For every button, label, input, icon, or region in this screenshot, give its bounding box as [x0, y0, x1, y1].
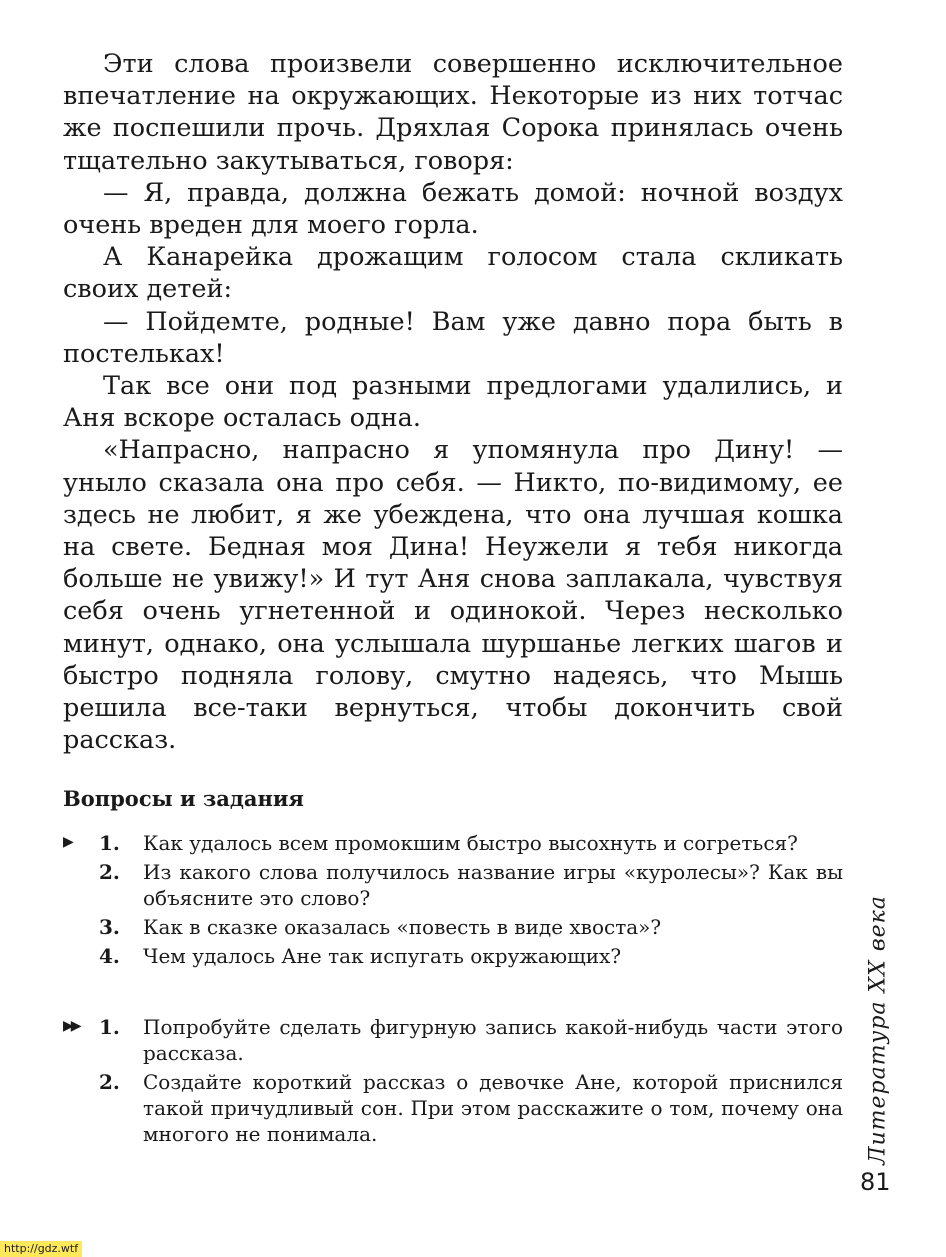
page-number: 81	[860, 1168, 891, 1196]
questions-list-advanced	[63, 1014, 843, 1150]
paragraph: А Канарейка дрожащим голосом стала скликать своих детей:	[63, 242, 843, 305]
question-number: 2.	[99, 860, 120, 884]
task-item	[63, 1069, 843, 1147]
question-text: Как в сказке оказалась «повесть в виде хвоста»?	[143, 915, 662, 939]
section-sidebar	[858, 895, 898, 1165]
task-text: Создайте короткий рассказ о девочке Ане, которой приснился такой причудливый сон. При этом расскажите о том, почему она многого не понимала.	[143, 1070, 843, 1146]
question-number: 1.	[99, 831, 120, 855]
watermark-link[interactable]: http://gdz.wtf	[0, 1241, 82, 1257]
main-text	[63, 48, 843, 756]
question-number: 3.	[99, 915, 120, 939]
question-text: Чем удалось Ане так испугать окружающих?	[143, 944, 622, 968]
sidebar-label: Литература XX века	[865, 895, 891, 1165]
single-arrow-icon: ▶	[63, 834, 71, 850]
question-item	[63, 914, 843, 940]
question-item	[63, 943, 843, 969]
section-heading: Вопросы и задания	[63, 786, 304, 811]
task-number: 2.	[99, 1070, 120, 1094]
task-number: 1.	[99, 1015, 120, 1039]
question-text: Как удалось всем промокшим быстро высохнуть и согреться?	[143, 831, 798, 855]
question-number: 4.	[99, 944, 120, 968]
task-item	[63, 1014, 843, 1066]
question-item	[63, 859, 843, 911]
paragraph: — Пойдемте, родные! Вам уже давно пора быть в постельках!	[63, 306, 843, 369]
question-item	[63, 830, 843, 856]
paragraph: «Напрасно, напрасно я упомянула про Дину! — уныло сказала она про себя. — Никто, по-видимому, ее здесь не любит, я же убеждена, что она лучшая кошка на свете. Бедная моя Дина! Неужели я тебя никогда больше не увижу!» И тут Аня снова заплакала, чувствуя себя очень угнетенной и одинокой. Через несколько минут, однако, она услышала шуршанье легких шагов и быстро подняла голову, смутно надеясь, что Мышь решила все-таки вернуться, чтобы докончить свой рассказ.	[63, 435, 843, 756]
double-arrow-icon: ▶▶	[63, 1018, 79, 1034]
question-text: Из какого слова получилось название игры «куролесы»? Как вы объясните это слово?	[143, 860, 843, 910]
questions-list-basic	[63, 830, 843, 972]
paragraph: — Я, правда, должна бежать домой: ночной воздух очень вреден для моего горла.	[63, 177, 843, 241]
task-text: Попробуйте сделать фигурную запись какой-нибудь части этого рассказа.	[143, 1015, 843, 1065]
paragraph: Так все они под разными предлогами удалились, и Аня вскоре осталась одна.	[63, 371, 843, 434]
paragraph: Эти слова произвели совершенно исключительное впечатление на окружающих. Некоторые из них тотчас же поспешили прочь. Дряхлая Сорока принялась очень тщательно закутываться, говоря:	[63, 49, 843, 176]
